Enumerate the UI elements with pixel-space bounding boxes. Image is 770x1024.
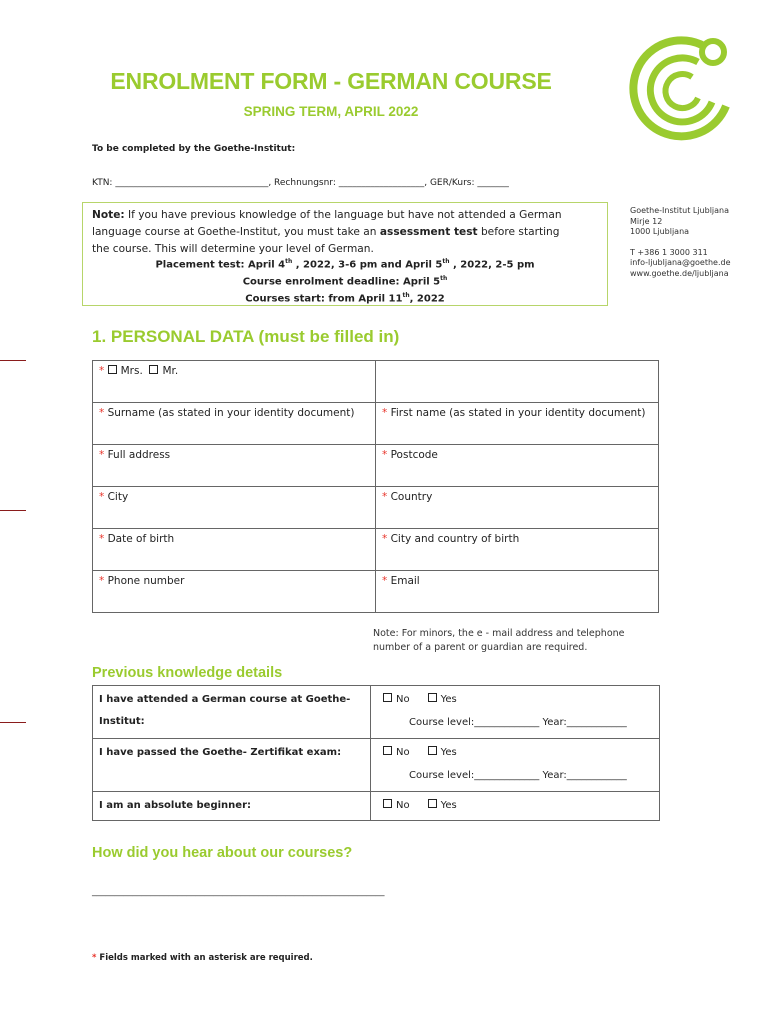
form-title: ENROLMENT FORM - GERMAN COURSE [110, 68, 552, 94]
how-heard-heading: How did you hear about our courses? [92, 845, 353, 861]
note-body-1: If you have previous knowledge of the language but have not attended a German language course at Goethe-Institut, you must take an [92, 209, 562, 238]
address-web: www.goethe.de/ljubljana [630, 268, 729, 278]
course-start-line: Courses start: from April 11th, 2022 [245, 292, 445, 305]
margin-mark [0, 722, 26, 723]
attended-course-level[interactable]: Course level:_____________ [409, 717, 540, 728]
salutation-cell[interactable]: * Mrs. Mr. [93, 361, 376, 403]
institute-address [630, 206, 731, 279]
beginner-label: I am an absolute beginner: [93, 792, 371, 821]
institute-use-label: To be completed by the Goethe-Institut: [92, 144, 296, 154]
goethe-institut-logo [626, 32, 738, 144]
note-body-2: before starting the course. This will determine your level of German. [92, 226, 560, 255]
previous-knowledge-heading: Previous knowledge details [92, 665, 283, 681]
phone-field[interactable]: * Phone number [93, 571, 376, 613]
address-city: 1000 Ljubljana [630, 227, 690, 236]
note-label: Note: [92, 209, 125, 221]
checkbox-attended-yes[interactable] [428, 693, 437, 702]
margin-mark [0, 510, 26, 511]
checkbox-mr[interactable] [149, 365, 158, 374]
checkbox-exam-no[interactable] [383, 746, 392, 755]
required-fields-note: * Fields marked with an asterisk are required. [92, 953, 313, 963]
address-email-link[interactable]: info-ljubljana@goethe.de [630, 258, 731, 267]
attended-course-options: No Yes Course level:_____________ Year:____________ [371, 686, 660, 739]
checkbox-beginner-no[interactable] [383, 799, 392, 808]
checkbox-mrs[interactable] [108, 365, 117, 374]
exam-course-level[interactable]: Course level:_____________ [409, 770, 540, 781]
checkbox-beginner-yes[interactable] [428, 799, 437, 808]
full-address-field[interactable]: * Full address [93, 445, 376, 487]
previous-knowledge-table [92, 685, 660, 821]
passed-exam-options: No Yes Course level:_____________ Year:____________ [371, 739, 660, 792]
email-field[interactable]: * Email [376, 571, 659, 613]
address-name: Goethe-Institut Ljubljana [630, 206, 730, 215]
country-field[interactable]: * Country [376, 487, 659, 529]
assessment-test: assessment test [379, 226, 478, 238]
postcode-field[interactable]: * Postcode [376, 445, 659, 487]
placement-test-line: Placement test: April 4th , 2022, 3-6 pm and April 5th , 2022, 2-5 pm [155, 258, 535, 271]
ktn-line[interactable]: KTN: __________________________________, Rechnungsnr: ___________________, GER/Kurs: _______ [92, 178, 509, 188]
passed-exam-label: I have passed the Goethe- Zertifikat exam: [93, 739, 371, 792]
how-heard-answer-line[interactable]: _________________________________________________________________ [92, 887, 385, 897]
note-text [92, 207, 562, 258]
exam-year[interactable]: Year:____________ [542, 770, 627, 781]
minor-note: Note: For minors, the e - mail address and telephone number of a parent or guardian are required. [373, 628, 625, 653]
checkbox-exam-yes[interactable] [428, 746, 437, 755]
birthplace-field[interactable]: * City and country of birth [376, 529, 659, 571]
address-street: Mirje 12 [630, 216, 663, 226]
attended-course-label: I have attended a German course at Goethe- Institut: [93, 686, 371, 739]
form-subtitle: SPRING TERM, APRIL 2022 [243, 104, 419, 119]
margin-mark [0, 360, 26, 361]
personal-data-heading: 1. PERSONAL DATA (must be filled in) [92, 327, 400, 346]
salutation-blank-cell[interactable] [376, 361, 659, 403]
address-phone: T +386 1 3000 311 [630, 247, 708, 257]
checkbox-attended-no[interactable] [383, 693, 392, 702]
city-field[interactable]: * City [93, 487, 376, 529]
surname-field[interactable]: * Surname (as stated in your identity document) [93, 403, 376, 445]
date-of-birth-field[interactable]: * Date of birth [93, 529, 376, 571]
attended-year[interactable]: Year:____________ [542, 717, 627, 728]
personal-data-table [92, 360, 659, 613]
deadline-line: Course enrolment deadline: April 5th [242, 275, 448, 288]
beginner-options: No Yes [371, 792, 660, 821]
first-name-field[interactable]: * First name (as stated in your identity document) [376, 403, 659, 445]
